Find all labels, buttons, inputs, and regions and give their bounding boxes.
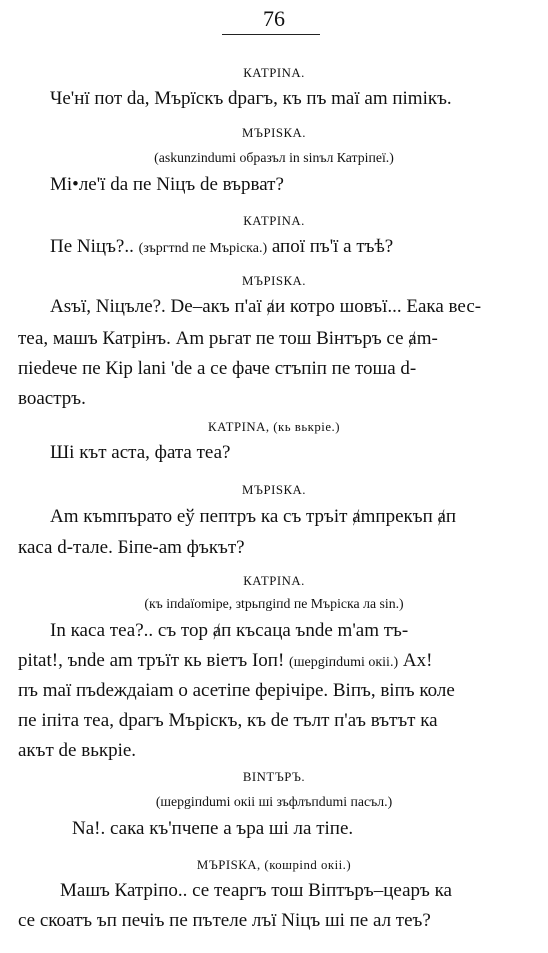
text-line: акът de вькрiе. xyxy=(18,740,137,761)
text-line: Am къmпърато еў пептръ ка съ тръіт ⱥmпрекъп ⱥп xyxy=(50,506,457,527)
page-number: 76 xyxy=(263,6,285,31)
inline-stage-direction: (зъргтnd пе Мъріска.) xyxy=(138,241,268,256)
text-fragment: апої пъ'ї а тъѣ? xyxy=(271,236,394,257)
stage-direction: (къ іпdаїоmіре, зtрьпgіпd пе Мъріска ла sin.) xyxy=(144,596,404,611)
stage-direction: (шерgіпdumі окii ші зъфлъпdumі пасъл.) xyxy=(155,794,393,809)
text-line: Mi•ле'ї dа пе Niцъ de върват? xyxy=(50,174,284,195)
text-line: Че'нї пот dа, Мърїскъ dрагъ, къ пъ maї am пimiкъ. xyxy=(50,88,452,109)
text-line: Іn каса теа?.. съ тор ⱥп късаца ъnde m'am тъ- xyxy=(50,620,409,641)
text-line: се скоатъ ъп печiъ пе пътеле лъї Niцъ ші пе ал теъ? xyxy=(18,910,431,931)
speaker-label: МЪРІSКА. xyxy=(242,126,306,140)
speaker-label: КАТРІNА. xyxy=(243,214,305,228)
text-line: Машъ Катріпо.. се теаргъ тош Віптъръ–цеаръ ка xyxy=(60,880,452,901)
text-line: пе iпiта теа, dрагъ Мърiскъ, къ de тълт п'аъ вътът ка xyxy=(18,710,438,731)
inline-stage-direction: (шерgіпdumі окii.) xyxy=(289,655,399,670)
text-line: Na!. сака къ'пчепе а ъра ші ла тiпе. xyxy=(72,818,354,839)
speaker-label: МЪРІSКА. xyxy=(242,274,306,288)
speaker-label: ВІNТЪРЪ. xyxy=(242,770,306,784)
text-line: піеdече пе Кір lаni 'dе а се фаче стъпіп пе тоша d- xyxy=(18,358,417,379)
text-line: пъ maї пъdеждаiam о асетіпе феpiчіре. Віпъ, віпъ коле xyxy=(18,680,455,701)
text-line: каса d-тале. Біпе-am фъкът? xyxy=(18,537,245,558)
speaker-label: МЪРІSКА. xyxy=(242,483,306,497)
speaker-label: МЪРІSКА, (кошрind окii.) xyxy=(196,858,352,872)
text-line: воастръ. xyxy=(18,388,86,409)
text-line: теа, машъ Катрiнъ. Am рьгат пе тош Вiнтъръ се ⱥm- xyxy=(18,328,438,349)
stage-direction: (askunzindumi oбразъл in sinъл Катріпеї.) xyxy=(154,150,394,165)
page-number-rule xyxy=(222,34,320,35)
text-fragment: Ах! xyxy=(402,650,433,671)
speaker-label: КАТРІNА, (кь вькрiе.) xyxy=(208,420,340,434)
speaker-label: КАТРІNА. xyxy=(243,574,305,588)
text-fragment: ріtаt!, ъnde am тръїт кь вiетъ Іоп! xyxy=(18,650,285,671)
text-line xyxy=(18,650,432,672)
text-line: Аsъї, Niцъле?. De–акъ п'аї ⱥи котро шовъї... Еака вес- xyxy=(50,296,482,317)
text-fragment: Пе Niцъ?.. xyxy=(50,236,134,257)
text-line: Ші кът аста, фата теа? xyxy=(50,442,231,463)
text-line xyxy=(50,236,393,258)
speaker-label: КАТРІNА. xyxy=(243,66,305,80)
